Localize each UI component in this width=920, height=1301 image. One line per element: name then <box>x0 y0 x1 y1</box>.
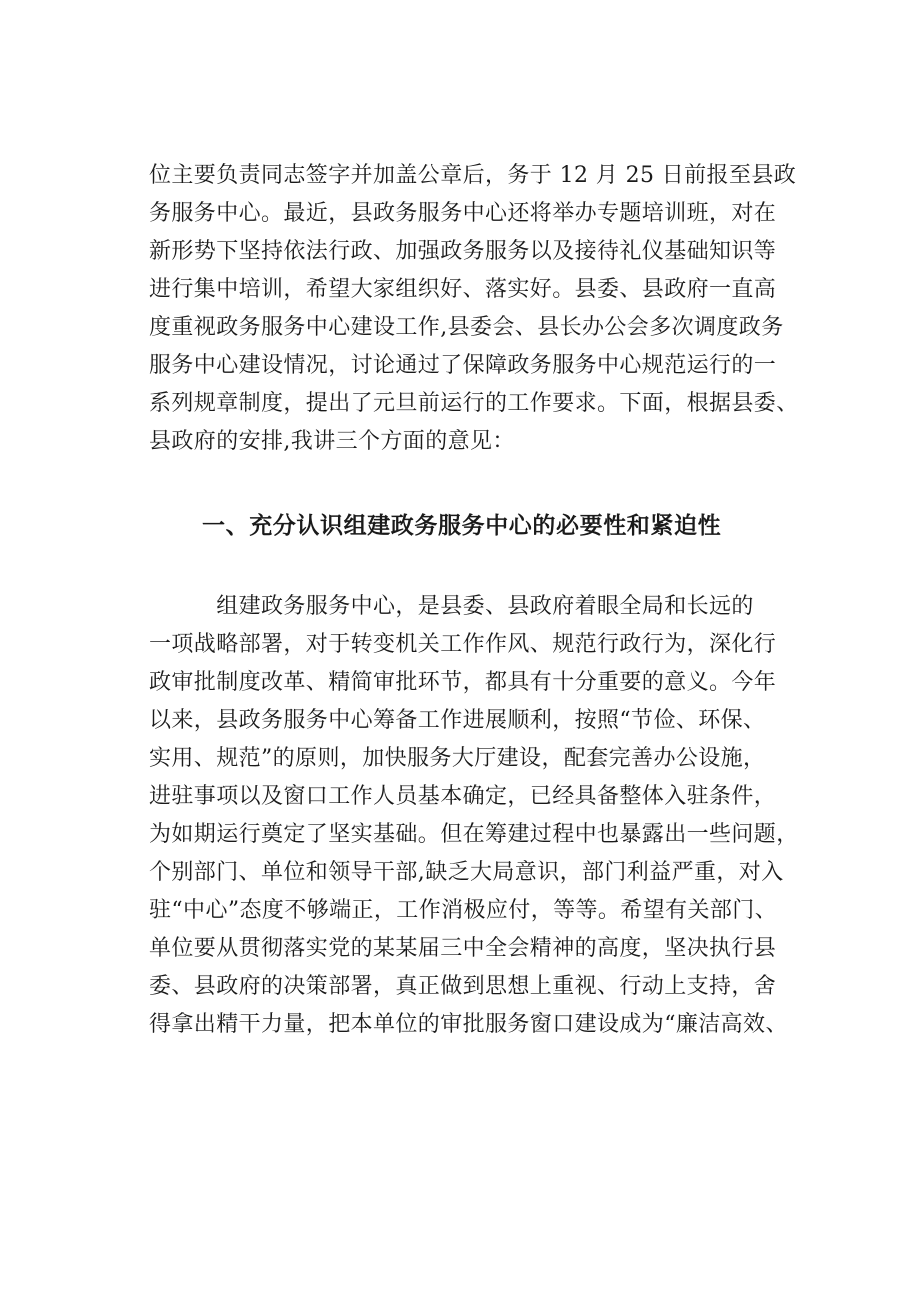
paragraph-line: 县政府的安排,我讲三个方面的意见： <box>149 429 515 454</box>
paragraph-line: 组建政务服务中心，是县委、县政府着眼全局和长远的 <box>149 594 754 619</box>
paragraph-line: 以来，县政务服务中心筹备工作进展顺利，按照“节俭、环保、 <box>149 708 766 733</box>
paragraph-line: 委、县政府的决策部署，真正做到思想上重视、行动上支持，舍 <box>149 974 777 999</box>
paragraph-line: 服务中心建设情况，讨论通过了保障政务服务中心规范运行的一 <box>149 353 777 378</box>
paragraph-line: 驻“中心”态度不够端正，工作消极应付，等等。希望有关部门、 <box>149 898 778 923</box>
paragraph-line: 个别部门、单位和领导干部,缺乏大局意识，部门利益严重，对入 <box>149 860 784 885</box>
paragraph-line: 实用、规范”的原则，加快服务大厅建设，配套完善办公设施， <box>149 746 766 771</box>
paragraph-line: 新形势下坚持依法行政、加强政务服务以及接待礼仪基础知识等 <box>149 239 777 264</box>
paragraph-line: 度重视政务服务中心建设工作,县委会、县长办公会多次调度政务 <box>149 315 784 340</box>
paragraph-line: 政审批制度改革、精简审批环节，都具有十分重要的意义。今年 <box>149 670 777 695</box>
paragraph-line: 进行集中培训，希望大家组织好、落实好。县委、县政府一直高 <box>149 277 777 302</box>
paragraph-line: 单位要从贯彻落实党的某某届三中全会精神的高度，坚决执行县 <box>149 936 777 961</box>
paragraph-line: 为如期运行奠定了坚实基础。但在筹建过程中也暴露出一些问题， <box>149 822 799 847</box>
paragraph-line: 系列规章制度，提出了元旦前运行的工作要求。下面，根据县委、 <box>149 391 799 416</box>
paragraph-line: 一项战略部署，对于转变机关工作作风、规范行政行为，深化行 <box>149 632 777 657</box>
section-heading: 一、充分认识组建政务服务中心的必要性和紧迫性 <box>202 513 722 539</box>
paragraph-line: 位主要负责同志签字并加盖公章后，务于 12 月 25 日前报至县政 <box>149 163 797 188</box>
paragraph-line: 进驻事项以及窗口工作人员基本确定，已经具备整体入驻条件， <box>149 784 777 809</box>
paragraph-line: 务服务中心。最近，县政务服务中心还将举办专题培训班，对在 <box>149 201 777 226</box>
paragraph-line: 得拿出精干力量，把本单位的审批服务窗口建设成为“廉洁高效、 <box>149 1012 788 1037</box>
